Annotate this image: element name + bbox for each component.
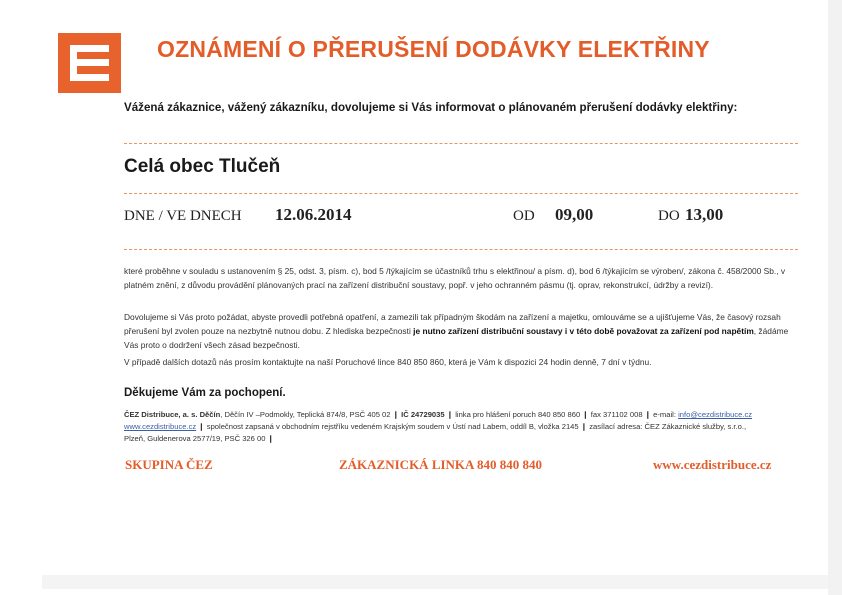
safety-bold-text: je nutno zařízení distribuční soustavy i v této době považovat za zařízení pod napětím [413, 326, 754, 336]
scan-edge [828, 0, 842, 595]
divider [124, 193, 798, 194]
location-text: Celá obec Tlučeň [124, 156, 281, 177]
from-label: OD [513, 208, 535, 224]
date-label: DNE / VE DNECH [124, 208, 242, 224]
group-brand: SKUPINA ČEZ [125, 457, 213, 472]
email-link[interactable]: info@cezdistribuce.cz [678, 410, 753, 419]
safety-text-end: , žádáme Vás proto o dodržení všech zásad bezpečnosti. [124, 326, 789, 350]
website-text: www.cezdistribuce.cz [653, 457, 772, 472]
legal-paragraph: které proběhne v souladu s ustanovením § 25, odst. 3, písm. c), bod 5 /týkajícím se účastníků trhu s elektřinou/ a písm. d), bod 6 /týkajícím se výroben/, zákona č. 458/2000 Sb., v platném znění, z důvodu provádění plánovaných prací na zařízení distribuční soustavy, popř. v jeho ochranném pásmu (tj. oprav, rekonstrukcí, údržby a revizí). [124, 266, 786, 290]
cez-logo [58, 33, 121, 93]
company-name: ČEZ Distribuce, a. s. [124, 410, 198, 419]
customer-line: ZÁKAZNICKÁ LINKA 840 840 840 [339, 457, 542, 472]
fax-text: fax 371102 008 [590, 410, 643, 419]
safety-text: Dovolujeme si Vás proto požádat, abyste provedli potřebná opatření, a zamezili tak případným škodám na zařízení a majetku, omlouváme se a ujišťujeme Vás, že časový rozsah přerušení byl zvolen pouze na nezbytně nutnou dobu. Z hlediska bezpečnosti [124, 312, 781, 336]
to-value: 13,00 [685, 205, 724, 224]
safety-paragraph [124, 310, 804, 352]
contact-paragraph: V případě dalších dotazů nás prosím kontaktujte na naší Poruchové lince 840 850 860, která je Vám k dispozici 24 hodin denně, 7 dní v týdnu. [124, 357, 652, 367]
from-value: 09,00 [555, 205, 594, 224]
company-footer: ČEZ Distribuce, a. s. Děčín, Děčín IV –Podmokly, Teplická 874/8, PSČ 405 02 ❙ IČ 24729035 ❙ linka pro hlášení poruch 840 850 860 ❙ fax 371102 008 ❙ e-mail: info@cezdistribuce.cz www.cezdistribuce.cz ❙ společnost zapsaná v obchodním rejstříku vedeném Krajským soudem v Ústí nad Labem, oddíl B, vložka 2145 ❙ zasílací adresa: ČEZ Zákaznické služby, s.r.o., Plzeň, Guldenerova 2577/19, PSČ 326 00 ❙ [124, 410, 753, 443]
greeting-text: Vážená zákaznice, vážený zákazníku, dovolujeme si Vás informovat o plánovaném přerušení dodávky elektřiny: [124, 101, 738, 114]
cez-logo-icon [58, 33, 121, 93]
divider [124, 143, 798, 144]
to-label: DO [658, 208, 680, 224]
mailing-address-2: Plzeň, Guldenerova 2577/19, PSČ 326 00 [124, 434, 266, 443]
web-link[interactable]: www.cezdistribuce.cz [124, 422, 197, 431]
date-value: 12.06.2014 [275, 205, 352, 224]
hotline-text: linka pro hlášení poruch 840 850 860 [455, 410, 581, 419]
thanks-text: Děkujeme Vám za pochopení. [124, 387, 286, 399]
company-ic: IČ 24729035 [401, 410, 445, 419]
company-address: , Děčín IV –Podmokly, Teplická 874/8, PSČ 405 02 [220, 410, 391, 419]
page-title: OZNÁMENÍ O PŘERUŠENÍ DODÁVKY ELEKTŘINY [157, 36, 710, 62]
scan-edge [42, 575, 828, 589]
divider [124, 249, 798, 250]
email-label: e-mail: [653, 410, 676, 419]
company-city: Děčín [199, 410, 221, 419]
mailing-address: zasílací adresa: ČEZ Zákaznické služby, s.r.o., [589, 422, 747, 431]
registry-text: společnost zapsaná v obchodním rejstříku vedeném Krajským soudem v Ústí nad Labem, oddíl B, vložka 2145 [206, 422, 579, 431]
